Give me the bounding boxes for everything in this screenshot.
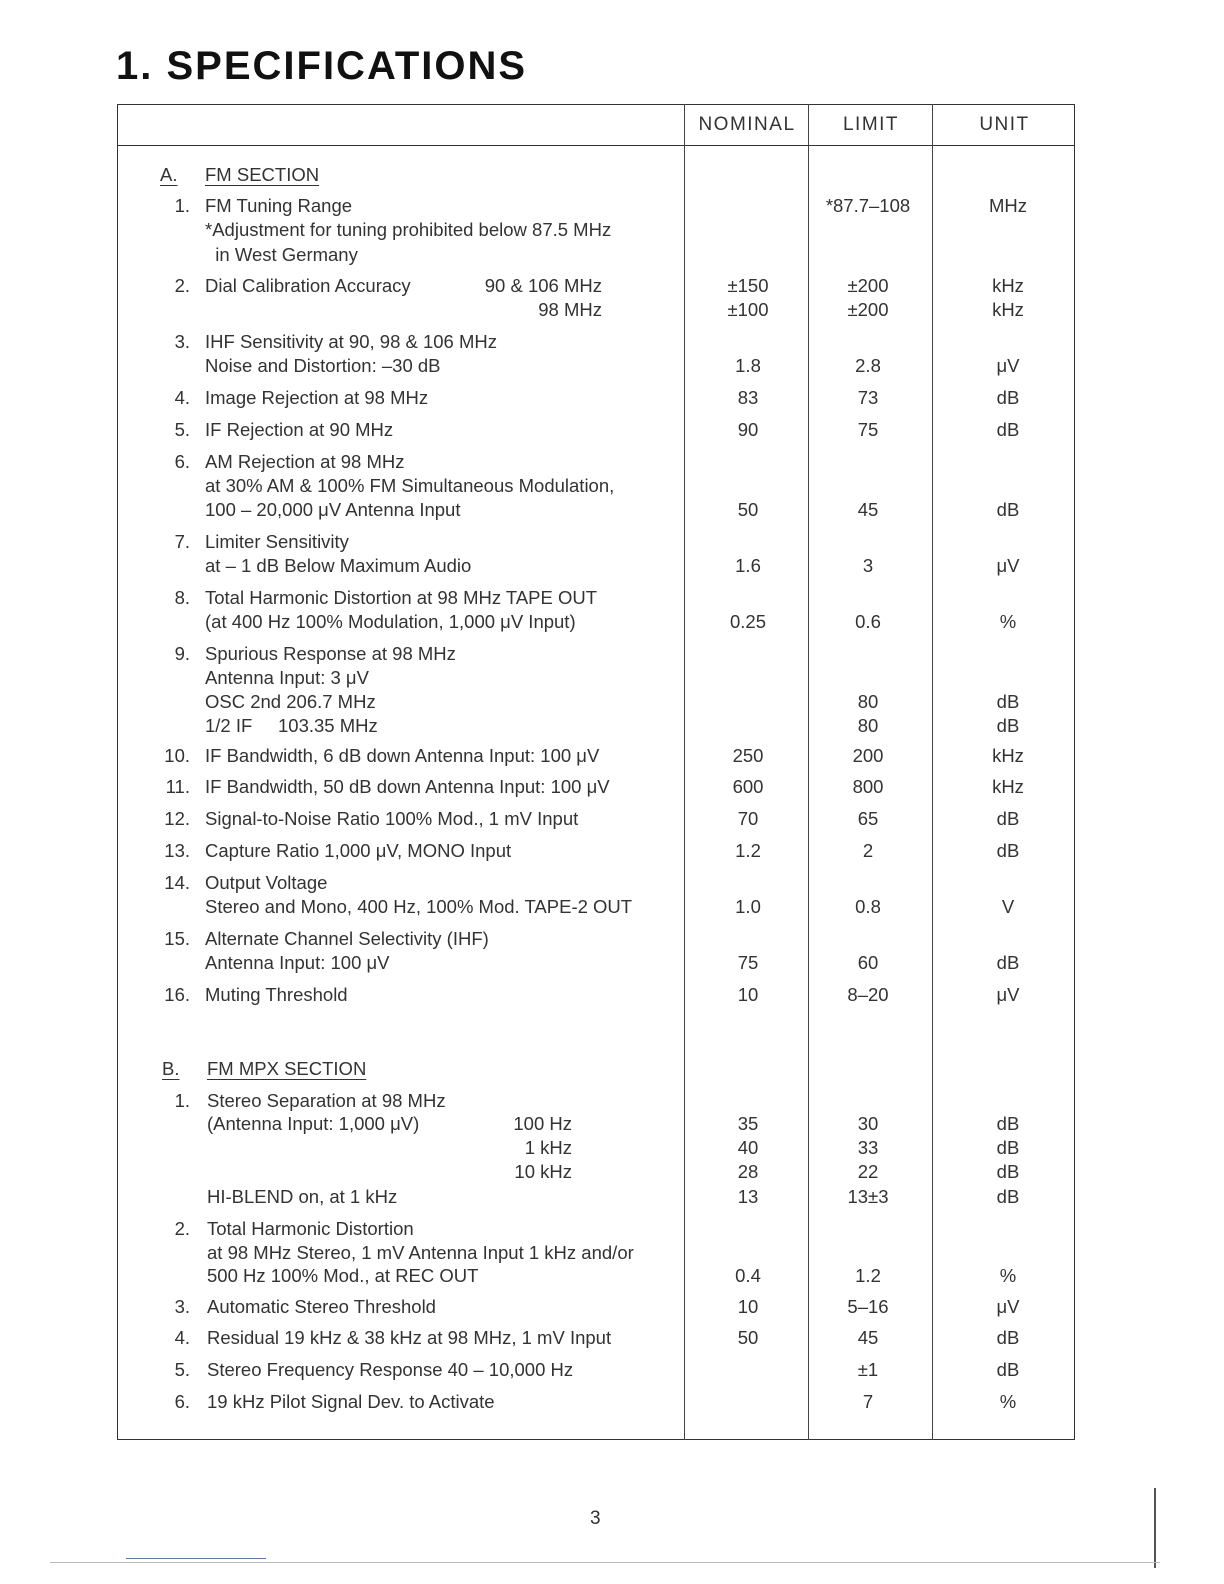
unit-value: % bbox=[999, 1391, 1017, 1412]
item-description: *Adjustment for tuning prohibited below 87.5 MHz bbox=[205, 219, 612, 240]
item-number: 6. bbox=[174, 1391, 190, 1412]
nominal-value: 1.8 bbox=[735, 355, 761, 376]
unit-value: dB bbox=[996, 840, 1020, 861]
limit-value: 73 bbox=[857, 387, 879, 408]
limit-value: 2 bbox=[862, 840, 874, 861]
unit-value: dB bbox=[996, 1359, 1020, 1380]
item-description: at – 1 dB Below Maximum Audio bbox=[205, 555, 472, 576]
limit-value: 13±3 bbox=[847, 1186, 889, 1207]
item-description: Residual 19 kHz & 38 kHz at 98 MHz, 1 mV Input bbox=[207, 1327, 612, 1348]
item-number: 3. bbox=[174, 331, 190, 352]
item-condition: 100 Hz bbox=[513, 1113, 572, 1134]
limit-value: ±200 bbox=[847, 275, 889, 296]
item-number: 13. bbox=[164, 840, 190, 861]
limit-value: 200 bbox=[852, 745, 884, 766]
limit-value: 8–20 bbox=[847, 984, 889, 1005]
item-description: Stereo Separation at 98 MHz bbox=[207, 1090, 446, 1111]
item-condition: 98 MHz bbox=[538, 299, 602, 320]
nominal-value: 70 bbox=[737, 808, 759, 829]
unit-value: dB bbox=[996, 387, 1020, 408]
unit-value: kHz bbox=[992, 745, 1024, 766]
nominal-value: 35 bbox=[737, 1113, 759, 1134]
section-a-title: FM SECTION bbox=[205, 164, 320, 185]
limit-value: 0.8 bbox=[855, 896, 881, 917]
header-unit: UNIT bbox=[979, 114, 1030, 135]
limit-value: 45 bbox=[857, 499, 879, 520]
nominal-value: 0.25 bbox=[729, 611, 766, 632]
item-description: (at 400 Hz 100% Modulation, 1,000 μV Input) bbox=[205, 611, 576, 632]
limit-value: 2.8 bbox=[855, 355, 881, 376]
item-description: (Antenna Input: 1,000 μV) bbox=[207, 1113, 420, 1134]
nominal-value: 40 bbox=[737, 1137, 759, 1158]
limit-value: 1.2 bbox=[855, 1265, 881, 1286]
item-description: 19 kHz Pilot Signal Dev. to Activate bbox=[207, 1391, 495, 1412]
item-description: 100 – 20,000 μV Antenna Input bbox=[205, 499, 461, 520]
nominal-value: 13 bbox=[737, 1186, 759, 1207]
item-number: 14. bbox=[164, 872, 190, 893]
item-description: IF Rejection at 90 MHz bbox=[205, 419, 394, 440]
item-number: 16. bbox=[164, 984, 190, 1005]
item-description: Noise and Distortion: –30 dB bbox=[205, 355, 441, 376]
item-number: 4. bbox=[174, 387, 190, 408]
item-number: 6. bbox=[174, 451, 190, 472]
nominal-value: 50 bbox=[737, 499, 759, 520]
nominal-value: 50 bbox=[737, 1327, 759, 1348]
item-description: Antenna Input: 3 μV bbox=[205, 667, 369, 688]
item-number: 1. bbox=[174, 1090, 190, 1111]
item-description: Dial Calibration Accuracy bbox=[205, 275, 411, 296]
limit-value: 65 bbox=[857, 808, 879, 829]
item-description: FM Tuning Range bbox=[205, 195, 353, 216]
item-description: Output Voltage bbox=[205, 872, 328, 893]
item-description: Signal-to-Noise Ratio 100% Mod., 1 mV Input bbox=[205, 808, 579, 829]
item-condition: 90 & 106 MHz bbox=[484, 275, 602, 296]
item-number: 12. bbox=[164, 808, 190, 829]
item-number: 15. bbox=[164, 928, 190, 949]
unit-value: μV bbox=[996, 984, 1020, 1005]
item-description: Muting Threshold bbox=[205, 984, 348, 1005]
nominal-value: 1.2 bbox=[735, 840, 761, 861]
unit-value: V bbox=[1001, 896, 1015, 917]
section-b-letter: B. bbox=[162, 1058, 180, 1079]
item-number: 4. bbox=[174, 1327, 190, 1348]
section-b-title: FM MPX SECTION bbox=[207, 1058, 367, 1079]
limit-value: 22 bbox=[857, 1161, 879, 1182]
item-description: Stereo Frequency Response 40 – 10,000 Hz bbox=[207, 1359, 574, 1380]
unit-value: MHz bbox=[988, 195, 1028, 216]
limit-value: *87.7–108 bbox=[825, 195, 911, 216]
nominal-value: 250 bbox=[732, 745, 764, 766]
item-description: IF Bandwidth, 50 dB down Antenna Input: 100 μV bbox=[205, 776, 610, 797]
nominal-value: ±150 bbox=[727, 275, 769, 296]
limit-value: 800 bbox=[852, 776, 884, 797]
item-number: 5. bbox=[174, 1359, 190, 1380]
item-description: AM Rejection at 98 MHz bbox=[205, 451, 405, 472]
unit-value: dB bbox=[996, 419, 1020, 440]
unit-value: μV bbox=[996, 1296, 1020, 1317]
scan-mark bbox=[126, 1558, 266, 1559]
item-number: 9. bbox=[174, 643, 190, 664]
limit-value: 45 bbox=[857, 1327, 879, 1348]
item-description: Automatic Stereo Threshold bbox=[207, 1296, 436, 1317]
nominal-value: 10 bbox=[737, 1296, 759, 1317]
unit-value: kHz bbox=[992, 299, 1024, 320]
limit-value: 80 bbox=[857, 715, 879, 736]
item-number: 5. bbox=[174, 419, 190, 440]
unit-value: μV bbox=[996, 555, 1020, 576]
unit-value: dB bbox=[996, 808, 1020, 829]
nominal-value: 0.4 bbox=[735, 1265, 761, 1286]
scan-bottom-edge bbox=[50, 1562, 1160, 1563]
nominal-value: 90 bbox=[737, 419, 759, 440]
unit-value: % bbox=[999, 611, 1017, 632]
limit-value: 80 bbox=[857, 691, 879, 712]
unit-value: kHz bbox=[992, 776, 1024, 797]
page-number: 3 bbox=[590, 1508, 601, 1529]
item-number: 7. bbox=[174, 531, 190, 552]
item-description: Antenna Input: 100 μV bbox=[205, 952, 390, 973]
unit-value: dB bbox=[996, 1137, 1020, 1158]
section-a-letter: A. bbox=[160, 164, 178, 185]
unit-value: dB bbox=[996, 1186, 1020, 1207]
item-description: Limiter Sensitivity bbox=[205, 531, 349, 552]
limit-value: 60 bbox=[857, 952, 879, 973]
item-number: 3. bbox=[174, 1296, 190, 1317]
nominal-value: 600 bbox=[732, 776, 764, 797]
item-description: 1/2 IF 103.35 MHz bbox=[205, 715, 378, 736]
item-description: Total Harmonic Distortion at 98 MHz TAPE OUT bbox=[205, 587, 598, 608]
unit-value: dB bbox=[996, 1113, 1020, 1134]
nominal-value: 83 bbox=[737, 387, 759, 408]
item-description: Alternate Channel Selectivity (IHF) bbox=[205, 928, 489, 949]
item-description: IHF Sensitivity at 90, 98 & 106 MHz bbox=[205, 331, 498, 352]
scan-edge bbox=[1154, 1488, 1156, 1568]
header-limit: LIMIT bbox=[842, 114, 900, 135]
item-description: OSC 2nd 206.7 MHz bbox=[205, 691, 376, 712]
limit-value: 7 bbox=[862, 1391, 874, 1412]
item-description: at 98 MHz Stereo, 1 mV Antenna Input 1 kHz and/or bbox=[207, 1242, 634, 1263]
header-nominal: NOMINAL bbox=[698, 114, 796, 135]
nominal-value: 10 bbox=[737, 984, 759, 1005]
item-description: 500 Hz 100% Mod., at REC OUT bbox=[207, 1265, 479, 1286]
item-condition: 1 kHz bbox=[524, 1137, 572, 1158]
item-number: 2. bbox=[174, 1218, 190, 1239]
unit-value: dB bbox=[996, 952, 1020, 973]
unit-value: dB bbox=[996, 1161, 1020, 1182]
unit-value: dB bbox=[996, 1327, 1020, 1348]
limit-value: 30 bbox=[857, 1113, 879, 1134]
item-condition: 10 kHz bbox=[514, 1161, 572, 1182]
item-number: 10. bbox=[164, 745, 190, 766]
unit-value: dB bbox=[996, 691, 1020, 712]
nominal-value: ±100 bbox=[727, 299, 769, 320]
item-number: 2. bbox=[174, 275, 190, 296]
header-divider bbox=[117, 145, 1075, 146]
item-description: HI-BLEND on, at 1 kHz bbox=[207, 1186, 398, 1207]
nominal-value: 75 bbox=[737, 952, 759, 973]
item-description: Image Rejection at 98 MHz bbox=[205, 387, 429, 408]
item-description: in West Germany bbox=[205, 244, 358, 265]
nominal-value: 28 bbox=[737, 1161, 759, 1182]
item-description: Stereo and Mono, 400 Hz, 100% Mod. TAPE-2 OUT bbox=[205, 896, 633, 917]
unit-value: dB bbox=[996, 499, 1020, 520]
page-title: 1. SPECIFICATIONS bbox=[116, 44, 528, 88]
limit-value: 0.6 bbox=[855, 611, 881, 632]
item-description: IF Bandwidth, 6 dB down Antenna Input: 100 μV bbox=[205, 745, 600, 766]
item-description: at 30% AM & 100% FM Simultaneous Modulation, bbox=[205, 475, 615, 496]
limit-value: 33 bbox=[857, 1137, 879, 1158]
limit-value: ±200 bbox=[847, 299, 889, 320]
limit-value: 3 bbox=[862, 555, 874, 576]
column-divider-unit bbox=[932, 104, 933, 1440]
item-description: Capture Ratio 1,000 μV, MONO Input bbox=[205, 840, 512, 861]
limit-value: ±1 bbox=[857, 1359, 879, 1380]
unit-value: kHz bbox=[992, 275, 1024, 296]
limit-value: 75 bbox=[857, 419, 879, 440]
unit-value: μV bbox=[996, 355, 1020, 376]
item-number: 8. bbox=[174, 587, 190, 608]
limit-value: 5–16 bbox=[847, 1296, 889, 1317]
column-divider-nominal bbox=[684, 104, 685, 1440]
unit-value: dB bbox=[996, 715, 1020, 736]
nominal-value: 1.0 bbox=[735, 896, 761, 917]
item-description: Total Harmonic Distortion bbox=[207, 1218, 414, 1239]
item-number: 1. bbox=[174, 195, 190, 216]
unit-value: % bbox=[999, 1265, 1017, 1286]
item-number: 11. bbox=[165, 776, 190, 797]
nominal-value: 1.6 bbox=[735, 555, 761, 576]
item-description: Spurious Response at 98 MHz bbox=[205, 643, 456, 664]
